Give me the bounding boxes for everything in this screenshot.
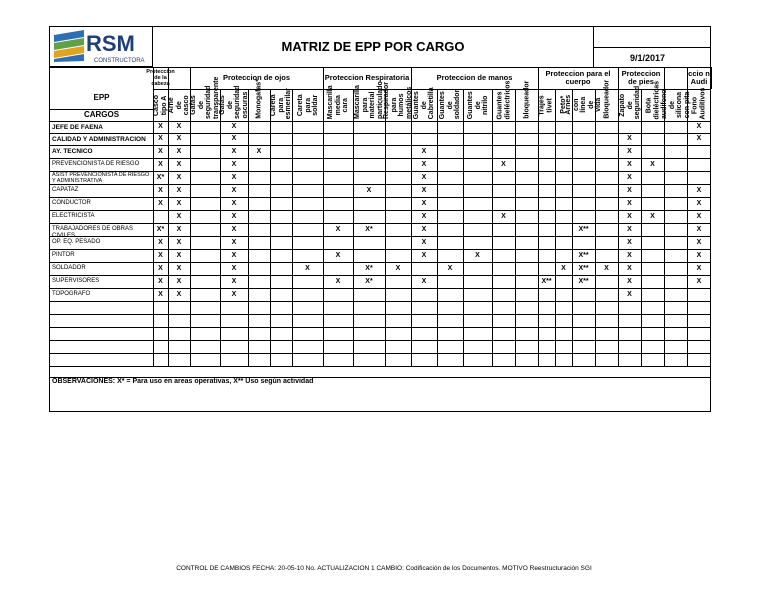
- epp-mark: X: [176, 264, 182, 272]
- epp-mark: X: [421, 212, 427, 220]
- epp-mark: X: [158, 277, 163, 285]
- column-header: [463, 89, 492, 121]
- epp-mark: X*: [156, 225, 165, 233]
- epp-mark: X: [231, 225, 237, 233]
- column-header-label: Bloqueador: [602, 80, 610, 119]
- epp-mark: X: [561, 264, 566, 272]
- epp-mark: X: [395, 264, 401, 272]
- observations-note: OBSERVACIONES: X* = Para uso en areas operativas, X** Uso según actividad: [52, 378, 314, 385]
- epp-mark: X: [627, 225, 632, 233]
- column-header-label: Zapato de seguridad: [618, 85, 641, 119]
- epp-mark: X: [627, 173, 632, 181]
- epp-mark: X: [231, 186, 237, 194]
- cargo-label: ELECTRICISTA: [52, 213, 95, 219]
- column-header: [538, 89, 555, 121]
- grid-line: [190, 89, 191, 366]
- column-header: [153, 89, 168, 121]
- epp-mark: X: [696, 225, 702, 233]
- epp-mark: X: [158, 290, 163, 298]
- grid-line: [664, 89, 665, 366]
- column-header: [595, 80, 618, 121]
- epp-mark: X: [447, 264, 453, 272]
- grid-line: [50, 210, 711, 211]
- epp-mark: X: [158, 160, 163, 168]
- column-header-label: Careta para esmerilar: [269, 87, 292, 119]
- column-header: [323, 85, 353, 121]
- epp-mark: X: [305, 264, 310, 272]
- column-header: [383, 82, 413, 121]
- grid-line: [50, 197, 711, 198]
- epp-mark: X**: [578, 264, 589, 272]
- epp-mark: X: [475, 251, 480, 259]
- epp-mark: X: [176, 186, 182, 194]
- epp-mark: X**: [541, 277, 552, 285]
- grid-line: [593, 27, 594, 67]
- epp-label: EPP: [93, 93, 110, 102]
- grid-line: [50, 314, 711, 315]
- grid-line: [292, 89, 293, 366]
- column-header: [660, 89, 690, 121]
- epp-mark: X: [231, 238, 237, 246]
- grid-line: [664, 67, 665, 89]
- cargo-label: CONDUCTOR: [52, 200, 91, 206]
- column-header-label: Gafas de seguridad transparente: [190, 76, 220, 119]
- epp-mark: X: [176, 199, 182, 207]
- epp-mark: X: [627, 147, 632, 155]
- epp-mark: X: [696, 123, 702, 130]
- grid-line: [50, 121, 711, 122]
- epp-mark: X: [158, 199, 163, 207]
- epp-mark: X: [231, 147, 237, 155]
- cargo-label: ASIST PREVENCIONISTA DE RIESGO Y ADMINISTRATIVA: [52, 172, 150, 184]
- rsm-logo-icon: [50, 27, 150, 65]
- epp-mark: X*: [365, 225, 373, 233]
- epp-mark: X: [421, 160, 427, 168]
- epp-mark: X: [604, 264, 609, 272]
- epp-mark: X: [158, 123, 163, 130]
- column-header-label: Casco tipo A: [153, 94, 168, 116]
- epp-mark: X: [176, 147, 182, 155]
- epp-mark: X: [421, 225, 427, 233]
- epp-mark: X: [231, 277, 237, 285]
- epp-mark: X: [231, 251, 237, 259]
- page-title: MATRIZ DE EPP POR CARGO: [281, 39, 465, 54]
- column-header-label: audifono de silicona con pita: [660, 89, 690, 119]
- column-header: [411, 89, 437, 121]
- epp-mark: X: [627, 186, 632, 194]
- epp-mark: X: [176, 251, 182, 259]
- epp-mark: X: [627, 238, 632, 246]
- grid-line: [50, 301, 711, 302]
- epp-mark: X: [231, 160, 237, 168]
- column-header-label: Mascarilla media cara: [326, 85, 349, 119]
- epp-mark: X: [696, 238, 702, 246]
- column-header-label: Careta para soldar: [296, 94, 319, 116]
- cargo-label: PREVENCIONISTA DE RIESGO: [52, 161, 140, 167]
- cargo-label: PINTOR: [52, 252, 75, 258]
- column-header-label: Gafas de seguridad oscuras: [219, 85, 249, 119]
- epp-mark: X: [176, 290, 182, 298]
- epp-mark: X: [421, 238, 427, 246]
- epp-mark: X: [176, 173, 182, 181]
- epp-mark: X: [231, 173, 237, 181]
- column-header-label: Monogafas*: [255, 79, 263, 119]
- epp-mark: X: [421, 277, 427, 285]
- epp-mark: X: [421, 147, 427, 155]
- epp-mark: X: [176, 160, 182, 168]
- epp-mark: X: [627, 135, 632, 142]
- document-date: 9/1/2017: [629, 53, 665, 63]
- epp-mark: X: [231, 264, 237, 272]
- epp-mark: X: [231, 135, 237, 142]
- grid-line: [463, 89, 464, 366]
- epp-mark: X: [501, 160, 506, 168]
- cargo-label: SUPERVISORES: [52, 278, 100, 284]
- column-header: [190, 76, 220, 121]
- epp-mark: X: [627, 199, 632, 207]
- grid-line: [555, 89, 556, 366]
- grid-line: [538, 89, 539, 366]
- cargo-label: OP. EQ. PESADO: [52, 239, 101, 245]
- group-header: Proteccion de manos: [436, 73, 513, 82]
- epp-mark: X: [335, 225, 341, 233]
- epp-mark: X: [421, 199, 427, 207]
- group-header: Proteccion de ojos: [222, 73, 291, 82]
- epp-mark: X: [176, 225, 182, 233]
- grid-line: [595, 89, 596, 366]
- column-header-label: Bota dieléctricas: [645, 80, 660, 119]
- grid-line: [50, 145, 711, 146]
- group-header: Proteccion para el cuerpo: [545, 69, 611, 86]
- column-header-label: Arne de casco: [167, 95, 190, 115]
- column-header-label: Peto*: [559, 96, 567, 114]
- epp-mark: X: [231, 290, 237, 298]
- epp-mark: X: [158, 238, 163, 246]
- epp-mark: X: [696, 186, 702, 194]
- epp-mark: X: [696, 277, 702, 285]
- grid-line: [50, 249, 711, 250]
- column-header: [492, 80, 515, 121]
- column-header: [270, 89, 292, 121]
- epp-mark: X: [627, 277, 632, 285]
- column-header-label: Guantes de soldador: [438, 89, 461, 119]
- company-logo: [50, 27, 153, 67]
- epp-mark: X: [696, 212, 702, 220]
- epp-mark: X: [176, 135, 182, 142]
- grid-line: [515, 89, 516, 366]
- cargos-label: CARGOS: [83, 110, 120, 119]
- epp-matrix-sheet: [49, 26, 711, 412]
- grid-line: [50, 366, 711, 367]
- cargo-label: AY. TECNICO: [52, 148, 93, 155]
- epp-mark: X: [158, 186, 163, 194]
- epp-mark: X: [696, 251, 702, 259]
- grid-line: [50, 327, 711, 328]
- column-header: [248, 79, 270, 121]
- group-header: Proteccion Respiratoria: [324, 73, 410, 82]
- column-header: [168, 89, 190, 121]
- change-control-footer: CONTROL DE CAMBIOS FECHA: 20-05-10 No. ACTUALIZACION 1 CAMBIO: Codificación de los Documentos. MOTIVO Reestructuración SGI: [176, 565, 592, 572]
- grid-line: [50, 353, 711, 354]
- epp-mark: X**: [578, 251, 589, 259]
- epp-mark: X: [650, 212, 655, 220]
- epp-mark: X*: [365, 264, 373, 272]
- grid-line: [711, 67, 712, 89]
- column-header-label: Arnes con línea de vida: [564, 95, 602, 115]
- cargo-label: CAPATAZ: [52, 187, 79, 193]
- epp-mark: X*: [365, 277, 373, 285]
- group-header: ccio n Audi: [688, 69, 710, 86]
- epp-mark: X: [335, 277, 341, 285]
- epp-mark: X: [176, 212, 182, 220]
- column-header: [219, 85, 249, 121]
- epp-mark: X**: [578, 225, 589, 233]
- epp-mark: X: [256, 147, 262, 155]
- epp-mark: X: [176, 238, 182, 246]
- epp-mark: X: [696, 199, 702, 207]
- column-header: [292, 89, 323, 121]
- epp-mark: X: [158, 147, 163, 155]
- column-header: [515, 80, 538, 121]
- epp-mark: X: [421, 251, 427, 259]
- grid-line: [641, 89, 642, 366]
- column-header-label: Fono Auditivos: [691, 87, 706, 119]
- grid-line: [50, 288, 711, 289]
- cargo-label: SOLDADOR: [52, 265, 86, 271]
- epp-mark: X: [627, 264, 632, 272]
- column-header-label: Mascarilla para material particulado: [354, 81, 384, 119]
- column-header: [687, 89, 711, 121]
- cargo-label: TOPOGRAFO: [52, 291, 91, 297]
- cargo-label: CALIDAD Y ADMINISTRACION: [52, 135, 146, 143]
- column-header-label: Trajes tivet: [539, 94, 554, 116]
- epp-mark: X: [421, 173, 427, 181]
- column-header-label: bloqueador: [522, 80, 530, 119]
- column-header-label: Guantes de nitrilo: [466, 90, 489, 119]
- column-header-label: Guantes dieléctricos: [496, 80, 511, 119]
- column-header: [618, 85, 641, 121]
- epp-mark: X: [421, 186, 427, 194]
- epp-mark: X: [176, 123, 182, 130]
- logo-text: RSM: [86, 31, 135, 56]
- logo-subtext: CONSTRUCTORA: [94, 58, 145, 64]
- grid-line: [50, 340, 711, 341]
- grid-line: [50, 158, 711, 159]
- epp-mark: X: [231, 212, 237, 220]
- column-header-label: Respirador para humos metálicos: [383, 82, 413, 119]
- cargo-label: TRABAJADORES DE OBRAS CIVILES: [52, 226, 134, 239]
- grid-line: [50, 133, 711, 134]
- epp-mark: X: [627, 290, 632, 298]
- epp-mark: X: [335, 251, 341, 259]
- grid-line: [593, 47, 711, 48]
- epp-mark: X: [696, 264, 702, 272]
- column-header: [564, 89, 602, 121]
- group-header: Proteccion de pies: [621, 69, 661, 86]
- grid-line: [270, 89, 271, 366]
- epp-mark: X*: [156, 173, 165, 181]
- epp-mark: X**: [578, 277, 589, 285]
- epp-mark: X: [231, 199, 237, 207]
- grid-line: [437, 89, 438, 366]
- grid-line: [385, 89, 386, 366]
- epp-mark: X: [650, 160, 655, 168]
- column-header-label: Guantes de Cabretilla: [412, 87, 435, 119]
- cargo-label: JEFE DE FAENA: [52, 123, 103, 131]
- epp-mark: X: [176, 277, 182, 285]
- epp-mark: X: [158, 264, 163, 272]
- epp-mark: X: [501, 212, 506, 220]
- epp-mark: X: [158, 135, 163, 142]
- column-header: [437, 89, 463, 121]
- epp-mark: X: [366, 186, 372, 194]
- grid-line: [492, 89, 493, 366]
- epp-mark: X: [696, 135, 702, 142]
- epp-mark: X: [231, 123, 237, 130]
- column-header: [353, 81, 385, 121]
- grid-line: [248, 89, 249, 366]
- epp-mark: X: [158, 251, 163, 259]
- epp-mark: X: [627, 251, 632, 259]
- epp-mark: X: [627, 212, 632, 220]
- epp-mark: X: [627, 160, 632, 168]
- group-header: Proteccion de la cabeza: [146, 69, 175, 87]
